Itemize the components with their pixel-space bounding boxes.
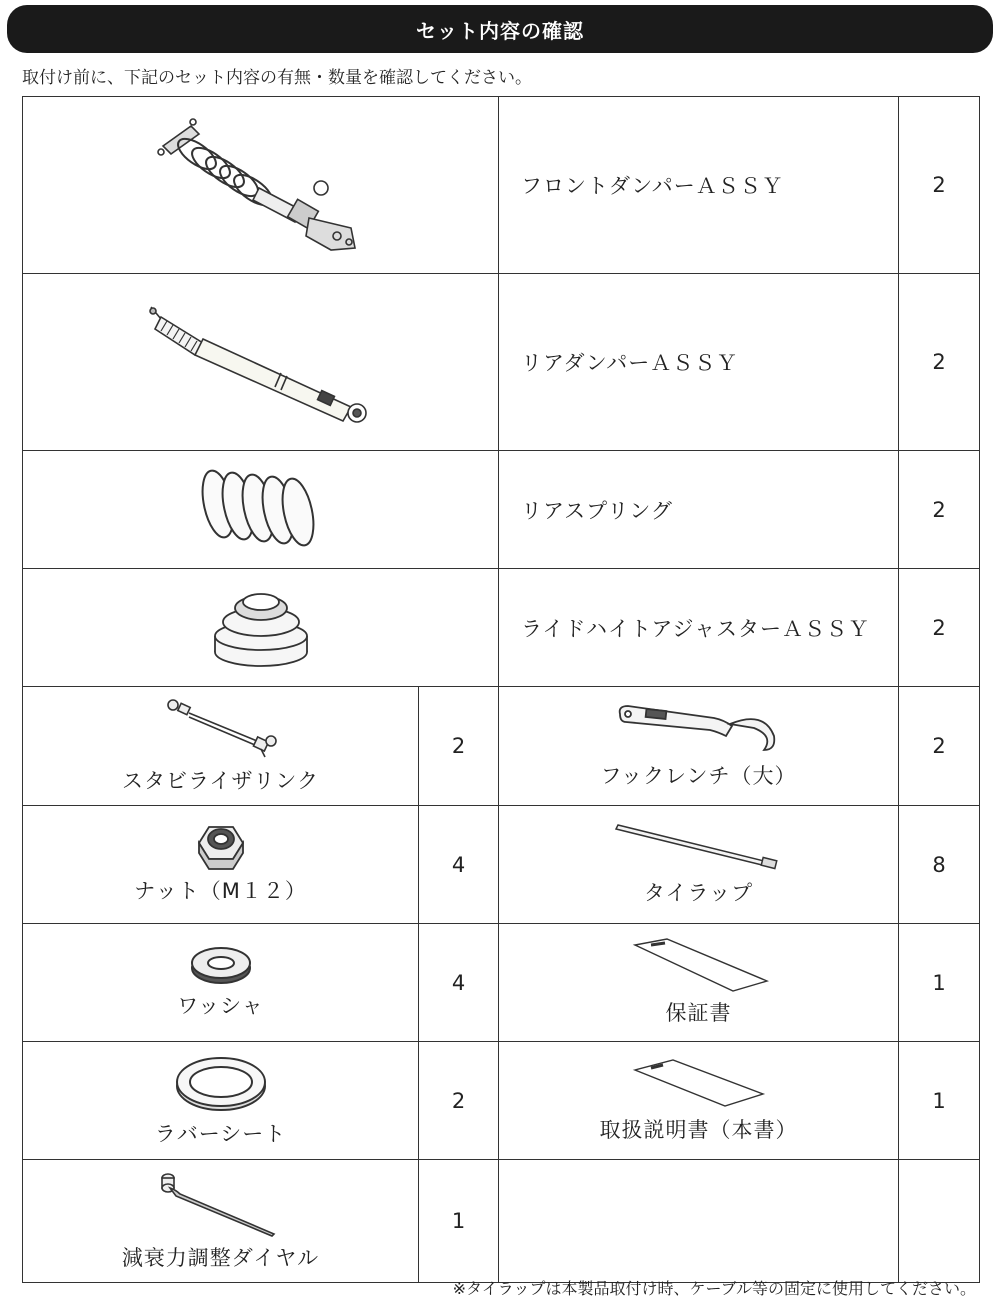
front-damper-icon (141, 108, 381, 258)
right-item-cell-empty (499, 1160, 899, 1283)
table-row (23, 1042, 980, 1160)
part-quantity: 4 (419, 806, 499, 924)
nut-icon (193, 823, 249, 871)
part-quantity: 1 (419, 1160, 499, 1283)
part-name: タイラップ (643, 880, 754, 905)
rear-damper-icon (131, 295, 391, 425)
part-name: 保証書 (665, 1000, 732, 1025)
stabilizer-link-icon (161, 695, 281, 761)
part-name: 取扱説明書（本書） (599, 1117, 798, 1142)
part-name: フックレンチ（大） (600, 764, 797, 788)
part-quantity: 2 (899, 451, 980, 569)
part-name: スタビライザリンク (122, 769, 319, 793)
part-quantity: 1 (899, 1042, 980, 1160)
left-item-cell (23, 687, 419, 806)
left-item-cell (23, 1160, 419, 1283)
table-row (23, 451, 980, 569)
part-quantity-empty (899, 1160, 980, 1283)
part-quantity: 2 (419, 687, 499, 806)
left-item-cell (23, 1042, 419, 1160)
coil-spring-icon (196, 460, 326, 556)
right-item-cell (499, 924, 899, 1042)
table-row (23, 97, 980, 274)
part-quantity: 2 (899, 687, 980, 806)
warranty-document-icon (629, 937, 769, 993)
ride-height-adjuster-image-cell (23, 569, 499, 687)
table-row (23, 569, 980, 687)
part-quantity: 2 (419, 1042, 499, 1160)
front-damper-image-cell (23, 97, 499, 274)
left-item-cell (23, 806, 419, 924)
washer-icon (188, 944, 254, 986)
ride-height-adjuster-icon (206, 578, 316, 674)
footnote: ※タイラップは本製品取付け時、ケーブル等の固定に使用してください。 (452, 1279, 976, 1298)
damping-dial-icon (156, 1168, 286, 1238)
part-name: フロントダンパーＡＳＳＹ (499, 97, 899, 274)
table-row (23, 687, 980, 806)
table-row (23, 1160, 980, 1283)
cable-tie-icon (614, 821, 784, 873)
parts-table (22, 96, 980, 1283)
part-name: ナット（M１２） (134, 878, 307, 903)
part-quantity: 1 (899, 924, 980, 1042)
rear-damper-image-cell (23, 274, 499, 451)
part-name: 減衰力調整ダイヤル (121, 1246, 320, 1270)
part-quantity: 2 (899, 274, 980, 451)
manual-document-icon (629, 1056, 769, 1110)
right-item-cell (499, 806, 899, 924)
part-name: ライドハイトアジャスターＡＳＳＹ (499, 569, 899, 687)
coil-spring-image-cell (23, 451, 499, 569)
section-title: セット内容の確認 (7, 5, 993, 53)
part-name: リアスプリング (499, 451, 899, 569)
part-name: リアダンパーＡＳＳＹ (499, 274, 899, 451)
right-item-cell (499, 687, 899, 806)
rubber-seat-icon (173, 1052, 269, 1114)
right-item-cell (499, 1042, 899, 1160)
part-quantity: 2 (899, 97, 980, 274)
part-name: ラバーシート (154, 1121, 287, 1146)
table-row (23, 274, 980, 451)
intro-text: 取付け前に、下記のセット内容の有無・数量を確認してください。 (22, 68, 532, 88)
part-quantity: 8 (899, 806, 980, 924)
part-quantity: 2 (899, 569, 980, 687)
part-quantity: 4 (419, 924, 499, 1042)
hook-wrench-icon (614, 700, 784, 756)
left-item-cell (23, 924, 419, 1042)
table-row (23, 806, 980, 924)
table-row (23, 924, 980, 1042)
part-name: ワッシャ (177, 993, 264, 1018)
